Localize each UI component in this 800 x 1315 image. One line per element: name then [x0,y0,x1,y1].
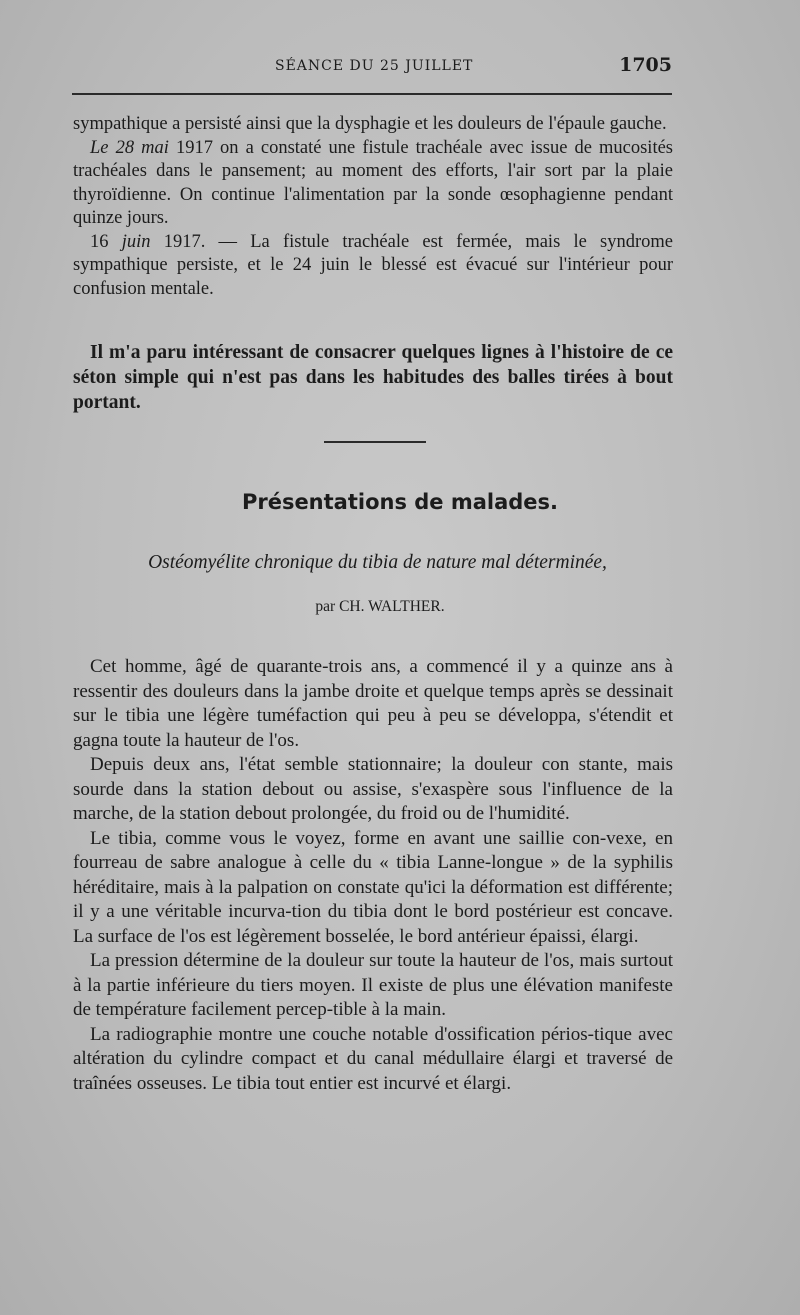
article-paragraph: La pression détermine de la douleur sur toute la hauteur de l'os, mais surtout à la partie inférieure du tiers moyen. Il existe de plus une élévation manifeste de température facilement percep-tible à la main. [73,950,673,1020]
section-heading: Présentations de malades. [241,490,559,514]
section-divider [324,441,426,443]
intro-paragraph-2 [73,137,673,231]
intro-date-1: Le 28 mai [90,137,169,158]
page-number: 1705 [619,54,672,76]
article-paragraph: Le tibia, comme vous le voyez, forme en avant une saillie con-vexe, en fourreau de sabre analogue à celle du « tibia Lanne-longue » de la syphilis héréditaire, mais à la palpation on constate qu'ici la déformation est différente; il y a une véritable incurva-tion du tibia dont le bord postérieur est concave. La surface de l'os est légèrement bosselée, le bord antérieur épaissi, élargi. [73,827,673,947]
intro-paragraph-1: sympathique a persisté ainsi que la dysphagie et les douleurs de l'épaule gauche. [73,114,667,134]
running-header [70,52,676,82]
article-body [73,655,673,1096]
article-paragraph: Cet homme, âgé de quarante-trois ans, a commencé il y a quinze ans à ressentir des douleurs dans la jambe droite et quelque temps après se dessinait sur le tibia une légère tuméfaction qui peu à peu se développa, s'étendit et gagna toute la hauteur de l'os. [73,656,673,751]
article-paragraph: Depuis deux ans, l'état semble stationnaire; la douleur con stante, mais sourde dans la station debout ou assise, s'exaspère sous l'influence de la marche, de la station debout prolongée, du froid ou de l'humidité. [73,754,673,824]
header-title: SÉANCE DU 25 JUILLET [275,58,474,74]
header-rule [72,93,672,95]
article-byline: par CH. WALTHER. [315,598,445,615]
intro-text [73,113,673,301]
intro-text-2: 1917 on a constaté une fistule trachéale avec issue de mucosités trachéales dans le pansement; au moment des efforts, l'air sort par la plaie thyroïdienne. On continue l'alimentation par la sonde œsophagienne pendant quinze jours. [73,137,674,228]
intro-text-3: 1917. — La fistule trachéale est fermée, mais le syndrome sympathique persiste, et le 24 juin le blessé est évacué sur l'intérieur pour confusion mentale. [73,231,673,299]
intro-date-2: juin [121,231,151,252]
article-title: Ostéomyélite chronique du tibia de nature mal déterminée, [148,552,607,573]
intro-paragraph-3 [73,231,673,302]
editorial-note: Il m'a paru intéressant de consacrer quelques lignes à l'histoire de ce séton simple qui n'est pas dans les habitudes des balles tirées à bout portant. [73,342,673,413]
article-paragraph: La radiographie montre une couche notable d'ossification périos-tique avec altération du cylindre compact et du canal médullaire élargi et traversé de traînées osseuses. Le tibia tout entier est incurvé et élargi. [73,1023,673,1094]
intro-prefix-3: 16 [90,231,122,252]
